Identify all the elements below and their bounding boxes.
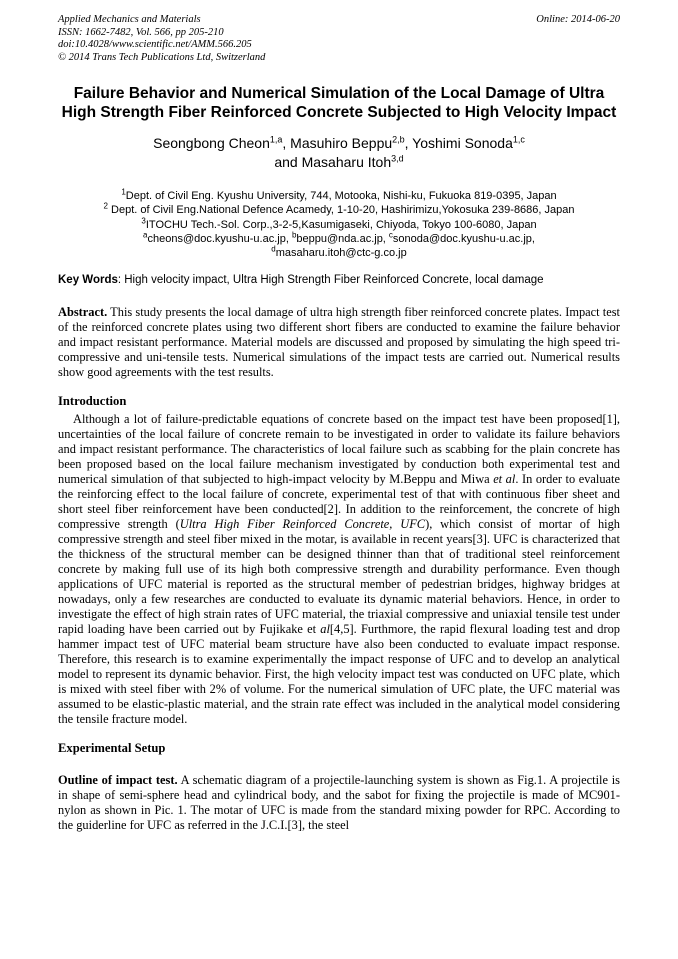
authors-line-1	[58, 134, 620, 153]
intro-segment: Although a lot of failure-predictable equations of concrete based on the impact test have been proposed[1], uncertainties of the local failure of concrete remain to be investigated in order to validate its failure behaviors and impact resistant performance. The characteristics of local failure such as scabbing for the plain concrete has been proposed based on the local failure mechanism investigated by conduction both experimental test and numerical simulation of that subjected to high-impact velocity by M.Beppu and Miwa	[58, 412, 620, 487]
keywords-text: : High velocity impact, Ultra High Strength Fiber Reinforced Concrete, local damage	[117, 274, 544, 287]
introduction-paragraph	[58, 412, 620, 727]
email-text: masaharu.itoh@ctc-g.co.jp	[275, 247, 407, 260]
author-affil-sup: 1,c	[512, 134, 525, 145]
keywords-label: Key Words	[58, 274, 118, 287]
affil-sup: 3	[141, 215, 146, 225]
authors-line-2	[58, 153, 620, 172]
section-heading-introduction: Introduction	[58, 394, 127, 409]
section-heading-experimental-setup: Experimental Setup	[58, 741, 166, 756]
outline-text: A schematic diagram of a projectile-launching system is shown as Fig.1. A projectile is in shape of semi-sphere head and cylindrical body, and the sabot for fixing the projectile is made of MC901-nylon as shown in Pic. 1. The motar of UFC is made from the standard mixing powder for RPC. According to the guiderline for UFC as referred in the J.C.I.[3], the steel	[58, 773, 620, 833]
keywords-line	[58, 273, 620, 287]
email-text: cheons@doc.kyushu-u.ac.jp,	[147, 232, 292, 245]
emails-line	[58, 232, 620, 246]
intro-segment-italic: al	[320, 622, 330, 637]
affil-text: Dept. of Civil Eng.National Defence Acamedy, 1-10-20, Hashirimizu,Yokosuka 239-8686, Japan	[107, 204, 575, 217]
outline-lead: Outline of impact test.	[58, 773, 178, 788]
email-sup: d	[271, 244, 276, 254]
author-name: , Masuhiro Beppu	[282, 135, 393, 151]
author-affil-sup: 1,a	[269, 134, 283, 145]
affiliations-block	[58, 189, 620, 260]
email-sup: a	[143, 230, 148, 240]
intro-segment: . In order to evaluate the reinforcing effect to the local failure of concrete, experimental test of that with continuous fiber sheet and short steel fiber reinforcement have been conducted[2]. In addition to the reinforcement, the concrete of high compressive strength (	[58, 472, 620, 532]
intro-segment-italic: et al	[493, 472, 516, 487]
abstract-text: This study presents the local damage of ultra high strength fiber reinforced concrete plates. Impact test of the reinforced concrete plates using two different short fibers are conducted to examine the failure behavior and impact resistant performance. Material models are discussed and proposed by simulating the high speed tri-compressive and uni-tensile tests. Numerical simulations of the impact tests are carried out. Numerical results show good agreements with the test results.	[58, 305, 620, 380]
email-sup: c	[388, 230, 393, 240]
affil-text: Dept. of Civil Eng. Kyushu University, 744, Motooka, Nishi-ku, Fukuoka 819-0395, Japan	[125, 190, 557, 202]
emails-line	[58, 246, 620, 260]
affil-sup: 2	[103, 201, 108, 211]
email-text: beppu@nda.ac.jp,	[296, 232, 389, 245]
authors-block	[58, 134, 620, 172]
journal-info	[58, 14, 265, 64]
online-date: Online: 2014-06-20	[536, 14, 620, 25]
affiliation-line	[58, 189, 620, 203]
affil-text: ITOCHU Tech.-Sol. Corp.,3-2-5,Kasumigaseki, Chiyoda, Tokyo 100-6080, Japan	[145, 218, 537, 231]
publication-header	[58, 14, 620, 64]
outline-paragraph	[58, 773, 620, 833]
author-name: Seongbong Cheon	[153, 135, 270, 151]
author-name: , Yoshimi Sonoda	[404, 135, 513, 151]
doi-line: doi:10.4028/www.scientific.net/AMM.566.205	[58, 39, 252, 50]
issn-volume-pages: ISSN: 1662-7482, Vol. 566, pp 205-210	[58, 26, 224, 38]
intro-segment: [4,5]. Furthmore, the rapid flexural loading test and drop hammer impact test of UFC material beam structure have also been conducted to evaluate impact response. Therefore, this research is to examine experimentally the impact response of UFC and to develop an analytical model to represent its dynamic behavior. First, the high velocity impact test was conducted on UFC plate, which is mixed with steel fiber with 2% of volume. For the numerical simulation of UFC plate, the UFC material was assumed to be elastic-plastic material, and the strain rate effect was included in the analytical model considering the tensile fracture model.	[58, 622, 621, 727]
paper-title: Failure Behavior and Numerical Simulation of the Local Damage of Ultra High Strength Fiber Reinforced Concrete Subjected to High Velocity Impact	[61, 85, 617, 121]
affil-sup: 1	[121, 187, 126, 197]
email-text: sonoda@doc.kyushu-u.ac.jp,	[392, 232, 535, 245]
email-sup: b	[291, 230, 297, 240]
author-affil-sup: 2,b	[392, 134, 405, 145]
author-affil-sup: 3,d	[391, 153, 404, 164]
author-name: and Masaharu Itoh	[274, 154, 392, 170]
intro-segment-italic: Ultra High Fiber Reinforced Concrete, UFC	[179, 517, 426, 532]
copyright-line: © 2014 Trans Tech Publications Ltd, Switzerland	[58, 51, 266, 63]
intro-segment: ), which consist of mortar of high compressive strength and steel fiber mixed in the motar, is available in recent years[3]. UFC is characterized that the thickness of the structural member can be designed thinner than that of traditional steel reinforcement concrete by making full use of its high both compressive strength and durability performance. Even though applications of UFC material is reported as the structural member of pedestrian bridges, highway bridges at nowadays, only a few researches are conducted to evaluate its dynamic material behaviors. Hence, in order to investigate the effect of high strain rates of UFC material, the triaxial compressive and uniaxial tensile test under rapid loading have been carried out by Fujikake et	[58, 517, 620, 637]
journal-name: Applied Mechanics and Materials	[58, 14, 201, 25]
abstract-label: Abstract.	[58, 305, 108, 320]
abstract-paragraph	[58, 305, 620, 380]
